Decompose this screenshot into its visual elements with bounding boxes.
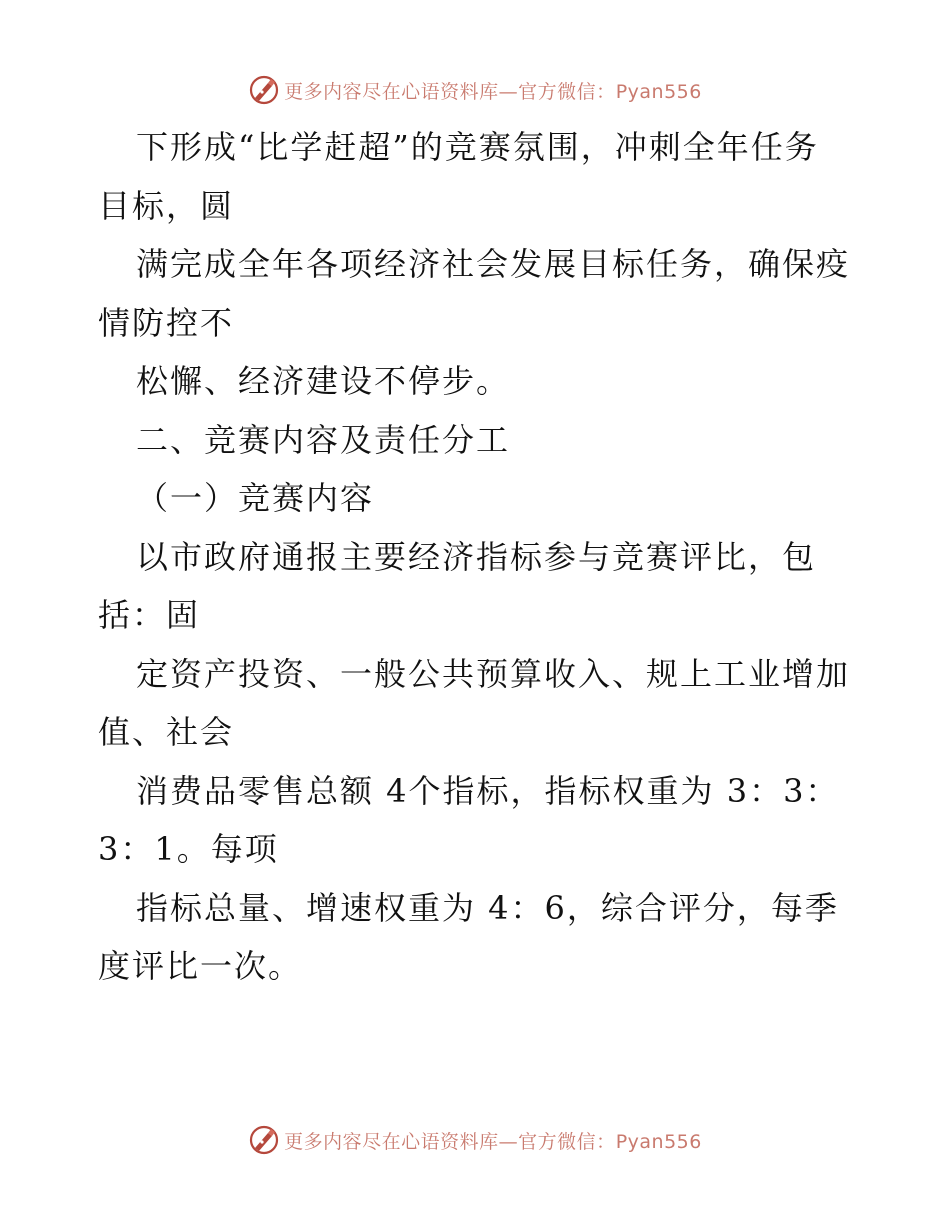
header-watermark <box>0 70 950 110</box>
footer-watermark-text <box>284 1127 702 1154</box>
footer-wechat-label: 官方微信： <box>518 1130 616 1153</box>
header-watermark-text <box>284 77 702 104</box>
paragraph-line: 括：固 <box>98 596 201 634</box>
header-wechat-label: 官方微信： <box>518 80 616 103</box>
paragraph-line: 定资产投资、一般公共预算收入、规上工业增加 <box>136 654 851 693</box>
paragraph-line: 3：1。每项 <box>98 830 279 868</box>
pen-logo-icon <box>248 74 280 106</box>
paragraph-line: 松懈、经济建设不停步。 <box>136 362 511 400</box>
paragraph-line: 下形成“比学赶超”的竞赛氛围，冲刺全年任务 <box>136 128 819 166</box>
footer-watermark-label: 更多内容尽在心语资料库 <box>284 1130 499 1153</box>
footer-watermark <box>0 1120 950 1160</box>
paragraph-line: 度评比一次。 <box>98 947 303 985</box>
paragraph-line: 二、竞赛内容及责任分工 <box>136 420 511 459</box>
footer-wechat-id: Pyan556 <box>615 1130 702 1153</box>
header-wechat-id: Pyan556 <box>615 80 702 103</box>
footer-dash: — <box>498 1130 519 1153</box>
paragraph-line: 以市政府通报主要经济指标参与竞赛评比，包 <box>136 537 817 576</box>
paragraph-line: （一）竞赛内容 <box>136 479 375 517</box>
paragraph-line: 指标总量、增速权重为 4：6，综合评分，每季 <box>136 888 839 927</box>
document-body <box>98 118 858 996</box>
header-watermark-label: 更多内容尽在心语资料库 <box>284 80 499 103</box>
pen-logo-icon <box>248 1124 280 1156</box>
paragraph-line: 消费品零售总额 4个指标，指标权重为 3：3： <box>136 771 840 810</box>
paragraph-line: 满完成全年各项经济社会发展目标任务，确保疫 <box>136 245 851 283</box>
paragraph-line: 值、社会 <box>98 713 235 751</box>
paragraph-line: 情防控不 <box>98 303 235 342</box>
header-dash: — <box>498 80 519 103</box>
paragraph-line: 目标，圆 <box>98 186 235 225</box>
